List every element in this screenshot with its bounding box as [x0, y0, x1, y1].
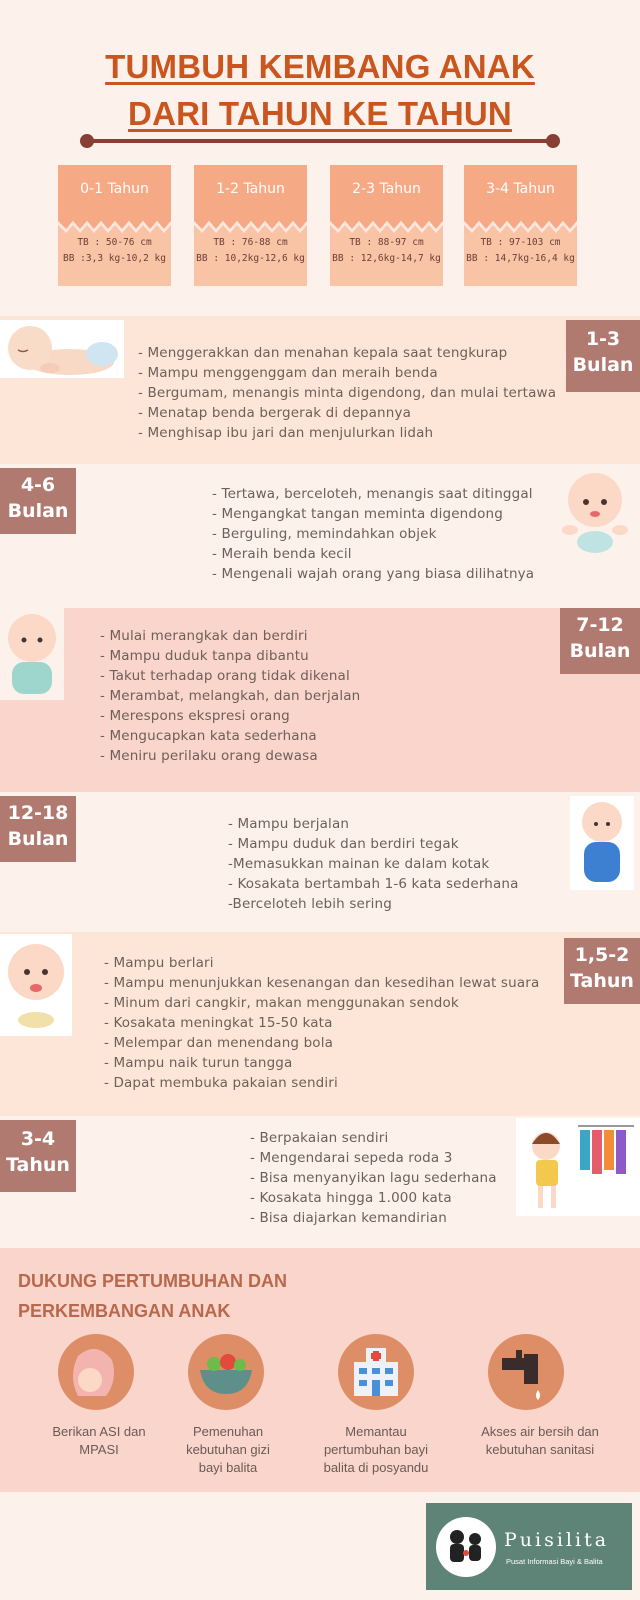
stage-tag-unit: Bulan: [572, 354, 634, 376]
stage-tag-number: 7-12: [576, 614, 624, 636]
stage-tag-3-4-tahun: [0, 1120, 76, 1192]
age-card-0-1: [58, 165, 171, 286]
milestone-item: - Menatap benda bergerak di depannya: [138, 405, 412, 421]
stage-tag-12-18-bulan: [0, 796, 76, 862]
breastfeeding-icon: [58, 1334, 134, 1410]
sitting-baby-illustration: [560, 466, 630, 558]
milestone-item: - Berguling, memindahkan objek: [212, 526, 437, 542]
milestone-item: - Tertawa, berceloteh, menangis saat ditinggal: [212, 486, 533, 502]
support-caption-gizi: [166, 1423, 290, 1477]
support-title-line-2: PERKEMBANGAN ANAK: [18, 1301, 231, 1321]
logo-subtitle: Pusat Informasi Bayi & Balita: [506, 1557, 603, 1566]
food-bowl-icon: [188, 1334, 264, 1410]
zigzag-divider: [464, 213, 577, 239]
age-card-height: TB : 88-97 cm: [349, 237, 424, 248]
age-card-label: 3-4 Tahun: [486, 181, 555, 197]
water-tap-icon: [488, 1334, 564, 1410]
stage-tag-7-12-bulan: [560, 608, 640, 674]
milestone-item: - Mampu menunjukkan kesenangan dan kesedihan lewat suara: [104, 975, 540, 991]
milestone-item: - Kosakata hingga 1.000 kata: [250, 1190, 452, 1206]
milestone-item: - Mengangkat tangan meminta digendong: [212, 506, 503, 522]
stage-tag-number: 1-3: [585, 328, 621, 350]
stage-milestones-1-3-bulan: [138, 343, 556, 443]
milestone-item: - Dapat membuka pakaian sendiri: [104, 1075, 338, 1091]
eating-baby-illustration: [0, 934, 72, 1036]
caption-line: bayi balita: [198, 1460, 258, 1475]
support-caption-posyandu: [300, 1423, 452, 1477]
stage-tag-unit: Tahun: [570, 970, 634, 992]
crawling-baby-illustration: [0, 608, 64, 700]
milestone-item: -Memasukkan mainan ke dalam kotak: [228, 856, 490, 872]
age-card-height: TB : 97-103 cm: [480, 237, 561, 248]
caption-line: MPASI: [79, 1442, 119, 1457]
page-title-line-1: TUMBUH KEMBANG ANAK: [105, 48, 535, 85]
milestone-item: - Mengendarai sepeda roda 3: [250, 1150, 453, 1166]
age-card-weight: BB :3,3 kg-10,2 kg: [63, 253, 166, 264]
title-divider: [86, 139, 552, 143]
page-title-line-2: DARI TAHUN KE TAHUN: [128, 95, 512, 132]
stage-tag-1-3-bulan: [566, 320, 640, 392]
caption-line: Pemenuhan: [192, 1424, 264, 1439]
age-card-label: 1-2 Tahun: [216, 181, 285, 197]
milestone-item: - Melempar dan menendang bola: [104, 1035, 334, 1051]
milestone-item: - Mengucapkan kata sederhana: [100, 728, 317, 744]
sleeping-baby-illustration: [0, 320, 124, 378]
stage-tag-unit: Bulan: [569, 640, 631, 662]
support-title-line-1: DUKUNG PERTUMBUHAN DAN: [18, 1271, 287, 1291]
caption-line: Memantau: [345, 1424, 407, 1439]
stage-milestones-4-6-bulan: [212, 484, 534, 584]
milestone-item: - Mampu duduk tanpa dibantu: [100, 648, 309, 664]
stage-milestones-12-18-bulan: [228, 814, 519, 914]
age-card-weight: BB : 12,6kg-14,7 kg: [332, 253, 441, 264]
milestone-item: - Kosakata bertambah 1-6 kata sederhana: [228, 876, 519, 892]
caption-line: kebutuhan gizi: [186, 1442, 270, 1457]
milestone-item: - Bisa diajarkan kemandirian: [250, 1210, 447, 1226]
milestone-item: - Berpakaian sendiri: [250, 1130, 389, 1146]
milestone-item: - Mampu berjalan: [228, 816, 350, 832]
support-caption-asi: [38, 1423, 160, 1459]
zigzag-divider: [58, 213, 171, 239]
milestone-item: - Meraih benda kecil: [212, 546, 352, 562]
age-card-2-3: [330, 165, 443, 286]
stage-tag-number: 4-6: [20, 474, 56, 496]
milestone-item: - Menghisap ibu jari dan menjulurkan lidah: [138, 425, 434, 441]
milestone-item: - Mengenali wajah orang yang biasa dilihatnya: [212, 566, 535, 582]
milestone-item: - Bisa menyanyikan lagu sederhana: [250, 1170, 497, 1186]
milestone-item: - Minum dari cangkir, makan menggunakan sendok: [104, 995, 459, 1011]
milestone-item: - Menggerakkan dan menahan kepala saat tengkurap: [138, 345, 508, 361]
stage-tag-1-5-2-tahun: [564, 938, 640, 1004]
age-card-height: TB : 50-76 cm: [77, 237, 152, 248]
logo-children-icon: [436, 1517, 496, 1577]
hospital-icon: [338, 1334, 414, 1410]
dressing-child-illustration: [516, 1118, 640, 1216]
standing-baby-illustration: [570, 796, 634, 890]
stage-tag-number: 12-18: [7, 802, 69, 824]
milestone-item: - Merespons ekspresi orang: [100, 708, 290, 724]
milestone-item: -Berceloteh lebih sering: [228, 896, 392, 912]
stage-tag-number: 3-4: [20, 1128, 56, 1150]
caption-line: pertumbuhan bayi: [323, 1442, 429, 1457]
stage-tag-number: 1,5-2: [574, 944, 630, 966]
title-divider-right-dot: [546, 134, 560, 148]
milestone-item: - Mampu berlari: [104, 955, 214, 971]
stage-milestones-1-5-2-tahun: [104, 953, 539, 1093]
milestone-item: - Mulai merangkak dan berdiri: [100, 628, 308, 644]
logo-name: Puisilita: [504, 1529, 610, 1551]
milestone-item: - Takut terhadap orang tidak dikenal: [100, 668, 350, 684]
milestone-item: - Kosakata meningkat 15-50 kata: [104, 1015, 333, 1031]
caption-line: Berikan ASI dan: [52, 1424, 146, 1439]
zigzag-divider: [194, 213, 307, 239]
age-card-weight: BB : 14,7kg-16,4 kg: [466, 253, 575, 264]
stage-milestones-7-12-bulan: [100, 626, 360, 766]
age-card-height: TB : 76-88 cm: [213, 237, 288, 248]
age-card-label: 0-1 Tahun: [80, 181, 149, 197]
caption-line: kebutuhan sanitasi: [485, 1442, 595, 1457]
stage-tag-unit: Bulan: [7, 500, 69, 522]
caption-line: balita di posyandu: [323, 1460, 429, 1475]
stage-tag-4-6-bulan: [0, 468, 76, 534]
caption-line: Akses air bersih dan: [481, 1424, 599, 1439]
age-card-1-2: [194, 165, 307, 286]
milestone-item: - Mampu menggenggam dan meraih benda: [138, 365, 438, 381]
stage-milestones-3-4-tahun: [250, 1128, 497, 1228]
support-section-title: [18, 1266, 287, 1326]
stage-tag-unit: Bulan: [7, 828, 69, 850]
age-card-weight: BB : 10,2kg-12,6 kg: [196, 253, 305, 264]
age-card-label: 2-3 Tahun: [352, 181, 421, 197]
puisilita-logo: [426, 1503, 632, 1590]
milestone-item: - Meniru perilaku orang dewasa: [100, 748, 318, 764]
milestone-item: - Mampu duduk dan berdiri tegak: [228, 836, 459, 852]
milestone-item: - Bergumam, menangis minta digendong, dan mulai tertawa: [138, 385, 557, 401]
milestone-item: - Merambat, melangkah, dan berjalan: [100, 688, 361, 704]
stage-tag-unit: Tahun: [6, 1154, 70, 1176]
support-caption-sanitasi: [460, 1423, 620, 1459]
milestone-item: - Mampu naik turun tangga: [104, 1055, 293, 1071]
age-card-3-4: [464, 165, 577, 286]
zigzag-divider: [330, 213, 443, 239]
